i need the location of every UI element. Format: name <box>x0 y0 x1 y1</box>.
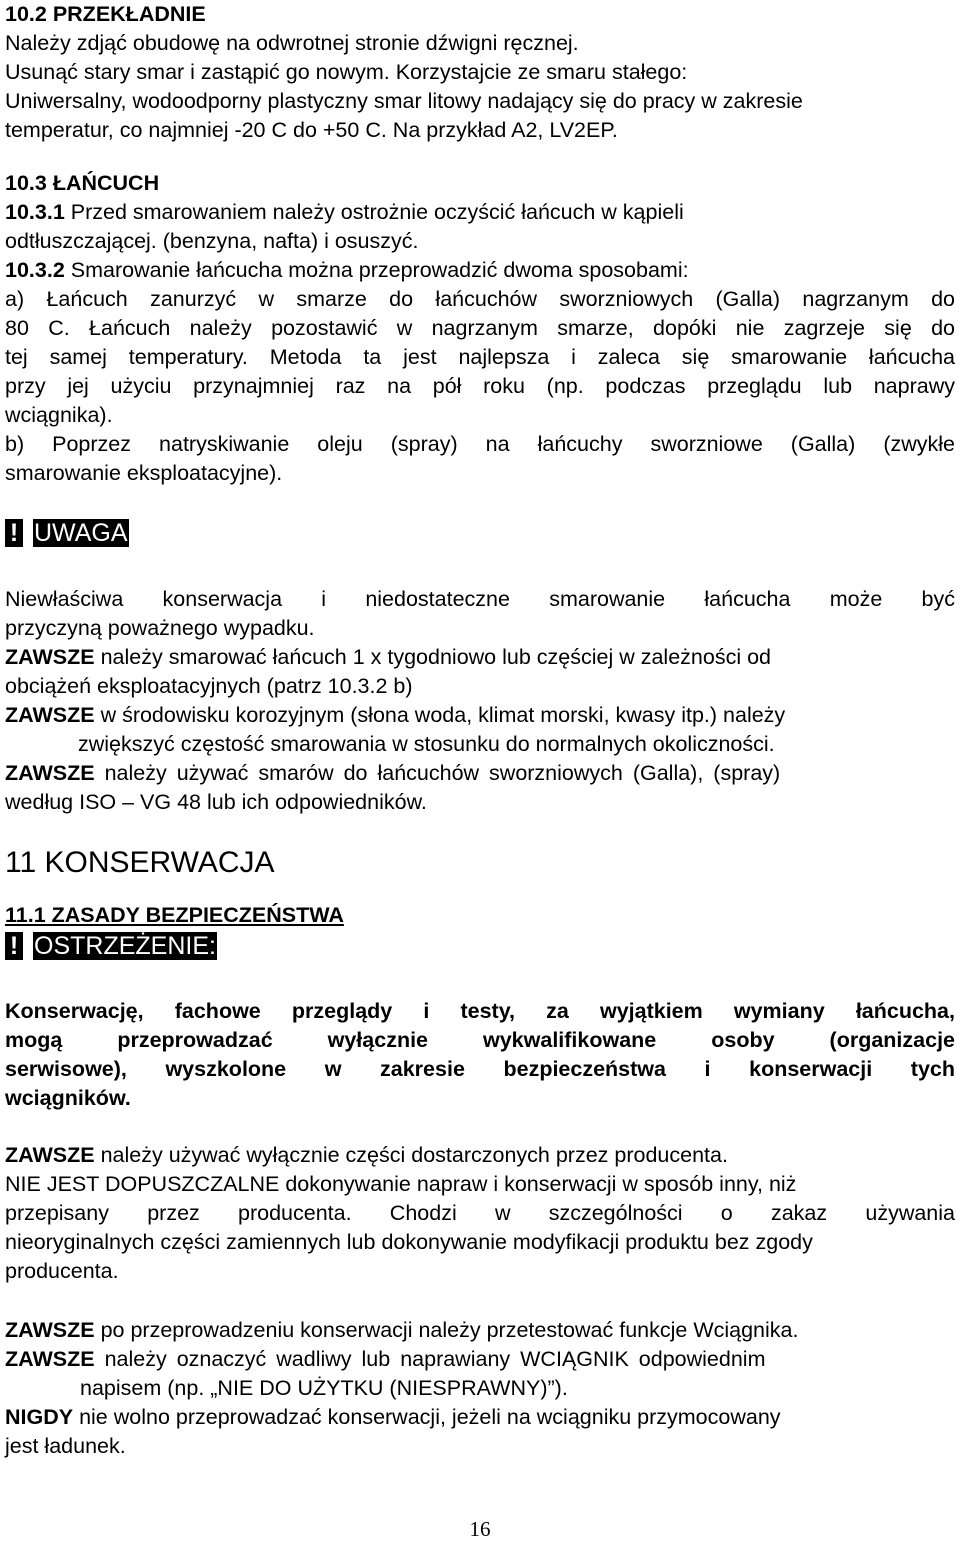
keyword: ZAWSZE <box>5 703 95 727</box>
section-11-heading: 11 KONSERWACJA <box>5 846 275 879</box>
text-line: Usunąć stary smar i zastąpić go nowym. Korzystajcie ze smaru stałego: <box>5 60 688 84</box>
section-10-3-heading: 10.3 ŁAŃCUCH <box>5 171 160 195</box>
text-line: Niewłaściwa konserwacja i niedostateczne smarowanie łańcucha może być <box>5 587 955 611</box>
page-number: 16 <box>469 1517 491 1541</box>
text-line: przy jej użyciu przynajmniej raz na pół roku (np. podczas przeglądu lub naprawy <box>5 374 955 398</box>
text-line: wciągników. <box>5 1086 131 1110</box>
text-line: 80 C. Łańcuch należy pozostawić w nagrzanym smarze, dopóki nie zagrzeje się do <box>5 316 955 340</box>
section-11-1-heading: 11.1 ZASADY BEZPIECZEŃSTWA <box>5 903 344 927</box>
text-line: smarowanie eksploatacyjne). <box>5 461 283 485</box>
text-line: przepisany przez producenta. Chodzi w szczególności o zakaz używania <box>5 1201 955 1225</box>
keyword: ZAWSZE <box>5 1318 95 1342</box>
text-line: a) Łańcuch zanurzyć w smarze do łańcuchów sworzniowych (Galla) nagrzanym do <box>5 287 955 311</box>
keyword: ZAWSZE <box>5 761 95 785</box>
rule-never <box>5 1403 781 1432</box>
warning-header <box>5 519 129 548</box>
keyword: ZAWSZE <box>5 645 95 669</box>
section-10-2-heading: 10.2 PRZEKŁADNIE <box>5 2 206 26</box>
paragraph-10-3-1 <box>5 198 684 227</box>
rule-text: należy smarować łańcuch 1 x tygodniowo lub częściej w zależności od <box>94 645 771 669</box>
rule-text: należy oznaczyć wadliwy lub naprawiany WCIĄGNIK odpowiednim <box>94 1347 766 1371</box>
rule-always-3 <box>5 759 780 788</box>
keyword: NIGDY <box>5 1405 74 1429</box>
paragraph-text: Smarowanie łańcucha można przeprowadzić dwoma sposobami: <box>64 258 689 282</box>
caution-header <box>5 932 217 961</box>
paragraph-number: 10.3.2 <box>5 258 65 282</box>
text-line: nieoryginalnych części zamiennych lub dokonywanie modyfikacji produktu bez zgody <box>5 1230 813 1254</box>
text-line: tej samej temperatury. Metoda ta jest najlepsza i zaleca się smarowanie łańcucha <box>5 345 955 369</box>
caution-label: OSTRZEŻENIE: <box>34 932 216 960</box>
text-line: Należy zdjąć obudowę na odwrotnej stronie dźwigni ręcznej. <box>5 31 579 55</box>
text-line: zwiększyć częstość smarowania w stosunku do normalnych okoliczności. <box>78 732 775 756</box>
text-line: temperatur, co najmniej -20 C do +50 C. Na przykład A2, LV2EP. <box>5 118 618 142</box>
rule-always-4 <box>5 1141 728 1170</box>
text-line: jest ładunek. <box>5 1434 126 1458</box>
rule-text: w środowisku korozyjnym (słona woda, klimat morski, kwasy itp.) należy <box>94 703 786 727</box>
paragraph-10-3-2 <box>5 256 689 285</box>
text-line: według ISO – VG 48 lub ich odpowiedników. <box>5 790 427 814</box>
text-line: NIE JEST DOPUSZCZALNE dokonywanie napraw i konserwacji w sposób inny, niż <box>5 1172 797 1196</box>
rule-text: po przeprowadzeniu konserwacji należy przetestować funkcje Wciągnika. <box>94 1318 799 1342</box>
text-line: napisem (np. „NIE DO UŻYTKU (NIESPRAWNY)”). <box>80 1376 568 1400</box>
rule-always-6 <box>5 1345 765 1374</box>
keyword: ZAWSZE <box>5 1347 95 1371</box>
caution-icon: ! <box>5 932 23 960</box>
rule-text: nie wolno przeprowadzać konserwacji, jeżeli na wciągniku przymocowany <box>73 1405 781 1429</box>
text-line: obciążeń eksploatacyjnych (patrz 10.3.2 b) <box>5 674 413 698</box>
rule-always-5 <box>5 1316 798 1345</box>
paragraph-number: 10.3.1 <box>5 200 65 224</box>
keyword: ZAWSZE <box>5 1143 95 1167</box>
text-line: wciągnika). <box>5 403 113 427</box>
text-line: producenta. <box>5 1259 119 1283</box>
rule-always-2 <box>5 701 785 730</box>
text-line: Uniwersalny, wodoodporny plastyczny smar litowy nadający się do pracy w zakresie <box>5 89 803 113</box>
text-line: serwisowe), wyszkolone w zakresie bezpieczeństwa i konserwacji tych <box>5 1057 955 1081</box>
text-line: odtłuszczającej. (benzyna, nafta) i osuszyć. <box>5 229 419 253</box>
warning-label: UWAGA <box>34 519 128 547</box>
text-line: mogą przeprowadzać wyłącznie wykwalifikowane osoby (organizacje <box>5 1028 955 1052</box>
rule-always-1 <box>5 643 771 672</box>
text-line: Konserwację, fachowe przeglądy i testy, za wyjątkiem wymiany łańcucha, <box>5 999 955 1023</box>
rule-text: należy używać smarów do łańcuchów sworzniowych (Galla), (spray) <box>94 761 781 785</box>
rule-text: należy używać wyłącznie części dostarczonych przez producenta. <box>94 1143 728 1167</box>
text-line: b) Poprzez natryskiwanie oleju (spray) na łańcuchy sworzniowe (Galla) (zwykłe <box>5 432 955 456</box>
paragraph-text: Przed smarowaniem należy ostrożnie oczyścić łańcuch w kąpieli <box>64 200 684 224</box>
warning-icon: ! <box>5 519 23 547</box>
text-line: przyczyną poważnego wypadku. <box>5 616 315 640</box>
